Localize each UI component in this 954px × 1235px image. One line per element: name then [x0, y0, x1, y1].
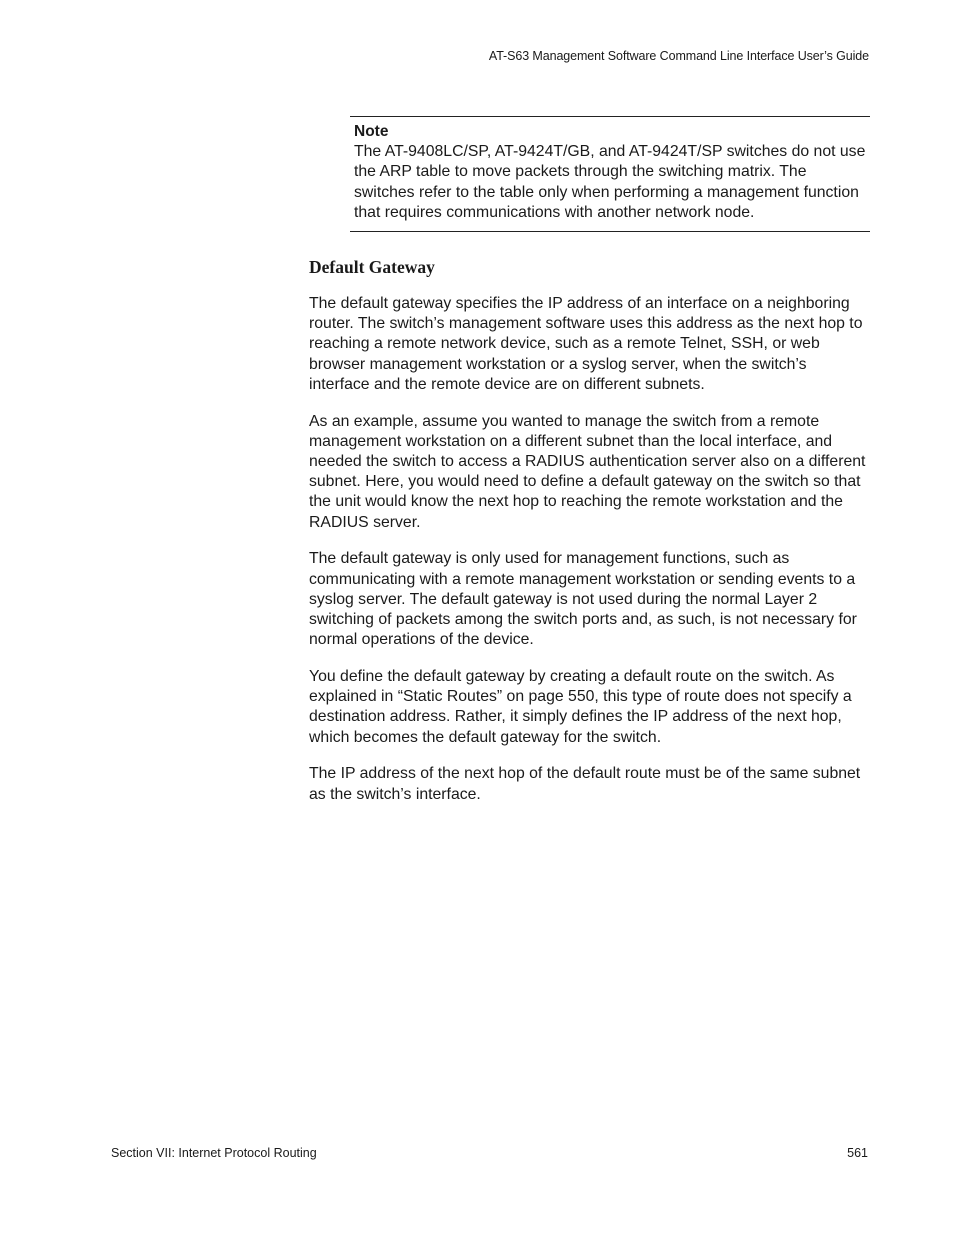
paragraph: You define the default gateway by creating a default route on the switch. As explained in “Static Routes” on page 550, this type of route does not specify a destination address. Rather, it simply defines the IP address of the next hop, which becomes the default gateway for the switch.: [309, 668, 852, 746]
footer-section-label: Section VII: Internet Protocol Routing: [111, 1146, 317, 1160]
paragraph: As an example, assume you wanted to manage the switch from a remote management workstation on a different subnet than the local interface, and needed the switch to access a RADIUS authentication server also on a different subnet. Here, you would need to define a default gateway on the switch so that the unit would know the next hop to reaching the remote workstation and the RADIUS server.: [309, 412, 866, 531]
note-text: The AT-9408LC/SP, AT-9424T/GB, and AT-9424T/SP switches do not use the ARP table to move packets through the switching matrix. The switches refer to the table only when performing a management function that requires communications with another network node.: [354, 143, 866, 221]
page-number: 561: [847, 1146, 868, 1160]
note-box: [350, 116, 870, 232]
paragraph: The default gateway specifies the IP address of an interface on a neighboring router. The switch’s management software uses this address as the next hop to reaching a remote network device, such as a remote Telnet, SSH, or web browser management workstation or a syslog server, when the switch’s interface and the remote device are on different subnets.: [309, 295, 863, 393]
note-title: Note: [354, 123, 389, 140]
body-content: [309, 294, 871, 821]
section-heading: Default Gateway: [309, 257, 435, 277]
running-header: AT-S63 Management Software Command Line Interface User’s Guide: [488, 49, 869, 63]
paragraph: The default gateway is only used for management functions, such as communicating with a remote management workstation or sending events to a syslog server. The default gateway is not used during the normal Layer 2 switching of packets among the switch ports and, as such, is not necessary for normal operations of the device.: [309, 550, 857, 649]
paragraph: The IP address of the next hop of the default route must be of the same subnet as the switch’s interface.: [309, 765, 861, 803]
